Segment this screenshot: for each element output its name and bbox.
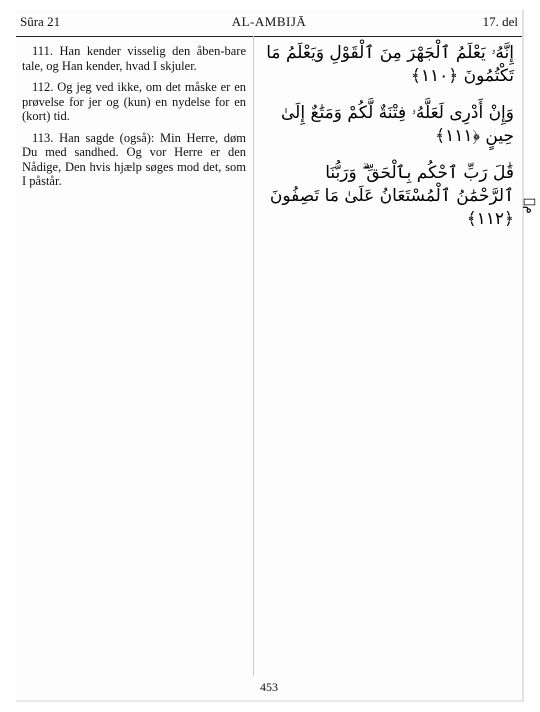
- part-number: 17. del: [482, 14, 518, 29]
- arabic-column: [266, 42, 514, 245]
- page: [16, 10, 537, 702]
- verse-112: 112. Og jeg ved ikke, om det måske er en prøvelse for jer og (kun) en nydelse for en (kort) tid.: [22, 80, 246, 123]
- translation-column: [22, 44, 246, 196]
- sura-number: Sûra 21: [20, 14, 61, 29]
- margin-marker: مۡ: [522, 198, 537, 214]
- column-divider: [253, 36, 254, 676]
- page-number: 453: [260, 680, 278, 694]
- verse-111: 111. Han kender visselig den åben-bare tale, og Han kender, hvad I skjuler.: [22, 44, 246, 73]
- arabic-verse-2: وَإِنْ أَدْرِى لَعَلَّهُۥ فِتْنَةٌ لَّكُمْ وَمَتَٰعٌ إِلَىٰ حِينٍ ﴿١١١﴾: [281, 103, 514, 146]
- sura-title: AL-AMBIJĀ: [231, 14, 307, 29]
- arabic-verse-1: إِنَّهُۥ يَعْلَمُ ٱلْجَهْرَ مِنَ ٱلْقَوْلِ وَيَعْلَمُ مَا تَكْتُمُونَ ﴿١١٠﴾: [266, 43, 514, 86]
- verse-113: 113. Han sagde (også): Min Herre, døm Du med sandhed. Og vor Herre er den Nådige, Den hvis hjælp søges mod det, som I påstår.: [22, 130, 246, 188]
- arabic-verse-3: قَٰلَ رَبِّ ٱحْكُم بِٱلْحَقِّ ۗ وَرَبُّنَا ٱلرَّحْمَٰنُ ٱلْمُسْتَعَانُ عَلَىٰ مَا تَصِفُونَ ﴿١١٢﴾: [269, 163, 514, 229]
- page-header: [16, 10, 522, 37]
